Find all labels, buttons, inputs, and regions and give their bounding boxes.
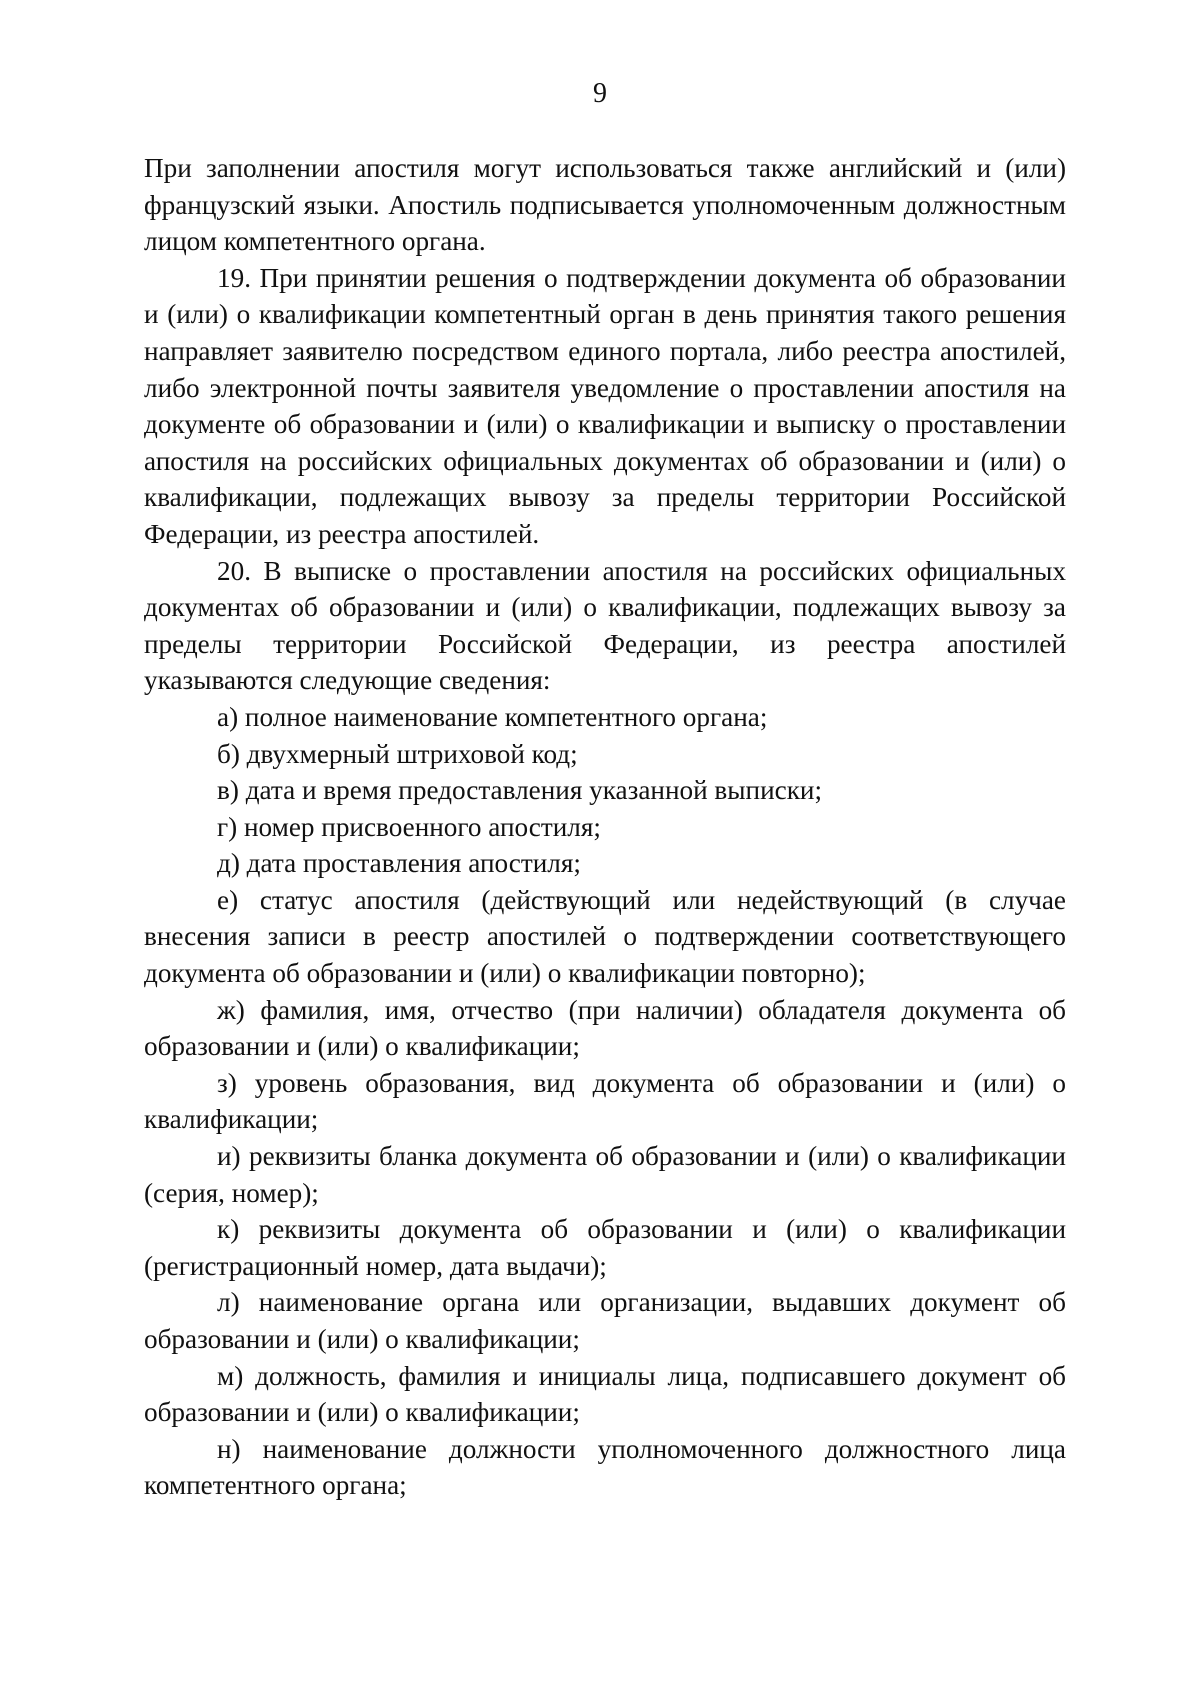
paragraph-continuation: При заполнении апостиля могут использоваться также английский и (или) французский языки. Апостиль подписывается уполномоченным должностным лицом компетентного органа. — [144, 153, 1066, 257]
paragraph-20: 20. В выписке о проставлении апостиля на российских официальных документах об образовании и (или) о квалификации, подлежащих вывозу за пределы территории Российской Федерации, из реестра апостилей указываются следующие сведения: — [144, 555, 1066, 696]
list-item-z: з) уровень образования, вид документа об образовании и (или) о квалификации; — [144, 1067, 1066, 1135]
paragraph-19: 19. При принятии решения о подтверждении документа об образовании и (или) о квалификации компетентный орган в день принятия такого решения направляет заявителю посредством единого портала, либо реестра апостилей, либо электронной почты заявителя уведомление о проставлении апостиля на документе об образовании и (или) о квалификации и выписку о проставлении апостиля на российских официальных документах об образовании и (или) о квалификации, подлежащих вывозу за пределы территории Российской Федерации, из реестра апостилей. — [144, 262, 1066, 549]
list-item-e: е) статус апостиля (действующий или недействующий (в случае внесения записи в реестр апостилей о подтверждении соответствующего документа об образовании и (или) о квалификации повторно); — [144, 884, 1066, 989]
list-item-g: г) номер присвоенного апостиля; — [217, 811, 601, 842]
list-item-l: л) наименование органа или организации, выдавших документ об образовании и (или) о квалификации; — [144, 1287, 1066, 1354]
list-item-zh: ж) фамилия, имя, отчество (при наличии) обладателя документа об образовании и (или) о квалификации; — [144, 994, 1066, 1062]
list-item-v: в) дата и время предоставления указанной выписки; — [217, 775, 823, 806]
list-item-d: д) дата проставления апостиля; — [217, 848, 581, 879]
document-body — [144, 150, 1066, 1504]
list-item-b: б) двухмерный штриховой код; — [217, 738, 578, 769]
list-item-k: к) реквизиты документа об образовании и (или) о квалификации (регистрационный номер, дата выдачи); — [144, 1214, 1066, 1281]
list-item-a: а) полное наименование компетентного органа; — [217, 701, 768, 732]
list-item-m: м) должность, фамилия и инициалы лица, подписавшего документ об образовании и (или) о квалификации; — [144, 1360, 1066, 1428]
list-item-i: и) реквизиты бланка документа об образовании и (или) о квалификации (серия, номер); — [144, 1141, 1066, 1208]
list-item-n: н) наименование должности уполномоченного должностного лица компетентного органа; — [144, 1433, 1066, 1501]
page-number: 9 — [593, 78, 607, 109]
